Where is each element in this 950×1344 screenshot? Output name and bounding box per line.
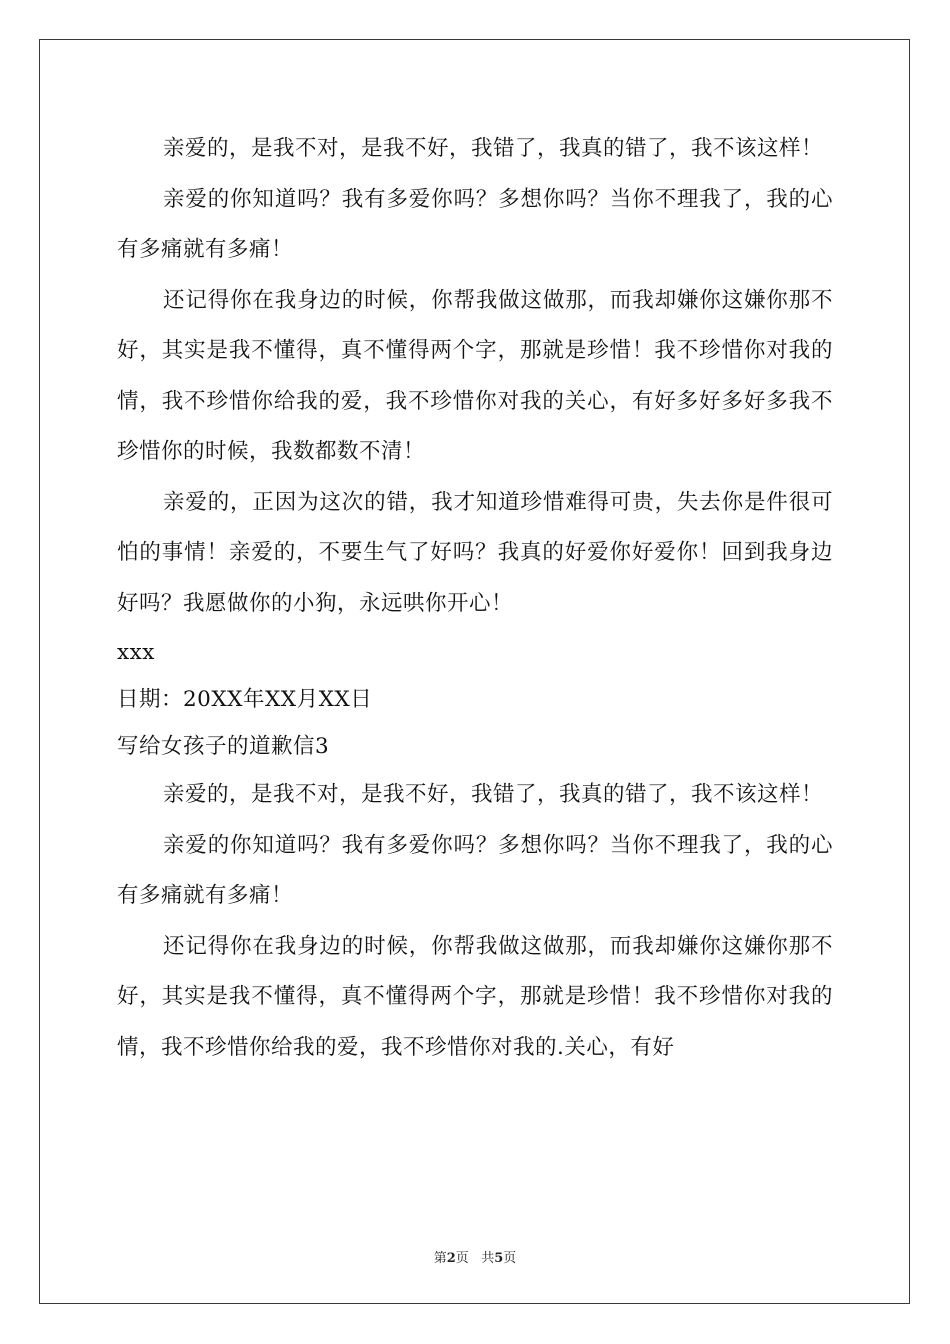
paragraph: 亲爱的你知道吗？我有多爱你吗？多想你吗？当你不理我了，我的心有多痛就有多痛！ bbox=[117, 832, 833, 908]
paragraph: 还记得你在我身边的时候，你帮我做这做那，而我却嫌你这嫌你那不好，其实是我不懂得，真不懂得两个字，那就是珍惜！我不珍惜你对我的情，我不珍惜你给我的爱，我不珍惜你对我的关心，有好多好多好多我不珍惜你的时候，我数都数不清！ bbox=[117, 287, 833, 464]
date-line: 日期：20XX年XX月XX日 bbox=[117, 687, 373, 712]
paragraph: 亲爱的，正因为这次的错，我才知道珍惜难得可贵，失去你是件很可怕的事情！亲爱的，不要生气了好吗？我真的好爱你好爱你！回到我身边好吗？我愿做你的小狗，永远哄你开心！ bbox=[117, 489, 833, 616]
page-footer bbox=[0, 1247, 950, 1266]
total-prefix: 共 bbox=[481, 1251, 495, 1266]
paragraph: 亲爱的你知道吗？我有多爱你吗？多想你吗？当你不理我了，我的心有多痛就有多痛！ bbox=[117, 186, 833, 262]
total-suffix: 页 bbox=[503, 1251, 517, 1266]
document-body bbox=[117, 124, 833, 1073]
paragraph: 还记得你在我身边的时候，你帮我做这做那，而我却嫌你这嫌你那不好，其实是我不懂得，真不懂得两个字，那就是珍惜！我不珍惜你对我的情，我不珍惜你给我的爱，我不珍惜你对我的.关心，有好 bbox=[117, 933, 833, 1060]
page-suffix: 页 bbox=[455, 1251, 469, 1266]
paragraph: 亲爱的，是我不对，是我不好，我错了，我真的错了，我不该这样！ bbox=[163, 136, 824, 161]
total-pages: 5 bbox=[494, 1251, 504, 1266]
page-number: 2 bbox=[446, 1251, 456, 1266]
section-title: 写给女孩子的道歉信3 bbox=[117, 734, 330, 759]
paragraph: 亲爱的，是我不对，是我不好，我错了，我真的错了，我不该这样！ bbox=[163, 782, 824, 807]
signature: xxx bbox=[117, 640, 155, 665]
page-prefix: 第 bbox=[433, 1251, 447, 1266]
